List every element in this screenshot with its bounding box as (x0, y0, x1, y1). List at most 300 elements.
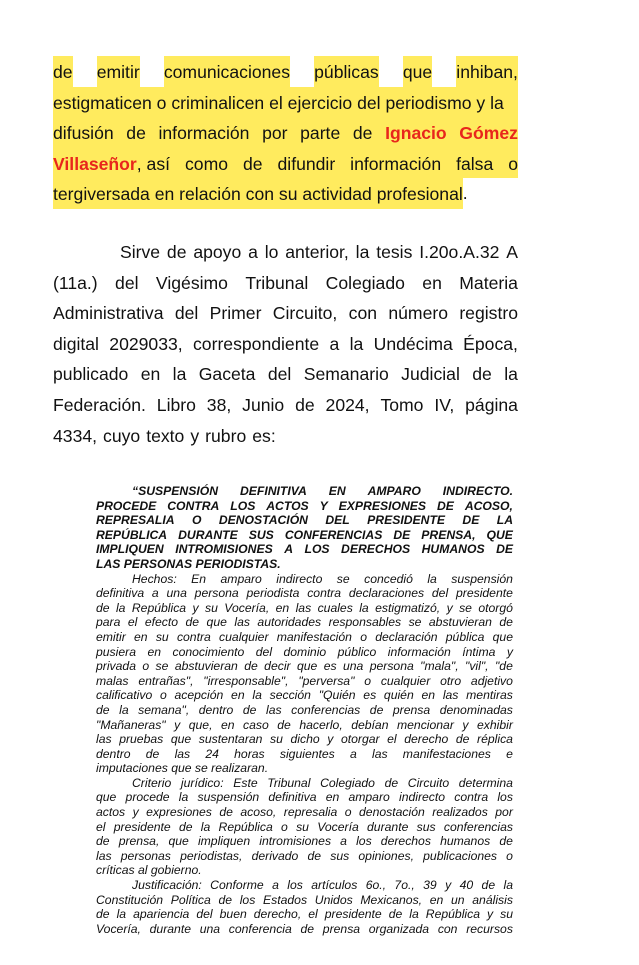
word: CONTRA (167, 498, 220, 513)
word: abstuvieran (428, 615, 492, 630)
word: Vocería, (96, 921, 141, 936)
word: denominadas (439, 702, 513, 717)
word: Justificación: (132, 878, 202, 893)
support-line (53, 298, 518, 329)
word: concedió (364, 571, 413, 586)
hechos-line (96, 761, 513, 776)
word: 40 (459, 878, 474, 893)
word: en (421, 688, 436, 703)
word: de (96, 907, 110, 922)
word: mencionar (396, 717, 454, 732)
word: pública (445, 629, 485, 644)
word: comunicaciones (164, 56, 290, 87)
word: debían (351, 717, 389, 732)
tesis-criterio (96, 776, 513, 878)
word: una (199, 921, 221, 936)
word: o (142, 659, 150, 674)
word: decir (264, 659, 291, 674)
word: a (340, 834, 347, 849)
word: 4334, (53, 425, 98, 446)
word: de (307, 848, 322, 863)
word: en (325, 790, 340, 805)
word: ACOSO, (464, 498, 513, 513)
word: parte (300, 123, 341, 144)
word: Undécima (373, 333, 453, 354)
word: DERECHOS (341, 542, 411, 557)
word: dicho (290, 732, 320, 747)
word: "perversa" (298, 673, 355, 688)
word: EXPRESIONES (338, 498, 427, 513)
word: y (506, 644, 513, 659)
hechos-line (96, 732, 513, 747)
word: periodista (246, 586, 300, 601)
highlighted-line-3 (53, 117, 518, 148)
word: conferencias (291, 702, 361, 717)
word: "vil", (465, 659, 489, 674)
word: la (427, 571, 437, 586)
word: en (220, 717, 235, 732)
word: conferencias (443, 819, 513, 834)
word: como (184, 153, 229, 174)
word: la (252, 688, 262, 703)
word: de (481, 878, 496, 893)
word: Administrativa (53, 303, 164, 324)
word: personas (120, 848, 171, 863)
word: falsa (456, 153, 494, 174)
word: CONFERENCIAS (284, 527, 383, 542)
highlighted-text (53, 148, 518, 179)
word: actos (96, 805, 126, 820)
word: “SUSPENSIÓN (132, 484, 219, 498)
word: la (355, 242, 370, 262)
word: su (270, 732, 283, 747)
word: la (504, 364, 518, 385)
word: Constitución (96, 892, 164, 907)
word: manifestaciones (402, 746, 491, 761)
word: Criterio (132, 775, 172, 790)
support-line (53, 268, 518, 299)
word: la (119, 702, 129, 717)
word: DE (462, 513, 480, 528)
word: su (155, 629, 169, 644)
highlighted-text: tergiversada en relación con su actividad profesional (53, 178, 463, 209)
word: cuales (317, 600, 353, 615)
word: Materia (459, 272, 518, 293)
word: jurídico: (180, 775, 224, 790)
word: definitiva (268, 790, 317, 805)
word: procede (125, 790, 170, 805)
word: intromisiones (259, 834, 332, 849)
word: publicado (53, 364, 129, 385)
word: una (166, 586, 187, 601)
word: y (190, 425, 200, 446)
word: Circuito (407, 775, 450, 790)
support-line (53, 329, 518, 360)
word: REPÚBLICA (96, 527, 168, 542)
word: DE (393, 527, 411, 542)
word: entrañas", (138, 673, 194, 688)
word: de (185, 615, 200, 630)
final-period: . (462, 183, 468, 204)
word: humanos (440, 834, 491, 849)
word: otro (440, 673, 462, 688)
word: tesis (376, 242, 413, 262)
support-line (53, 237, 518, 268)
word: y (327, 732, 334, 747)
word: Circuito, (272, 303, 338, 324)
word: derecho (404, 732, 449, 747)
criterio-line (96, 834, 513, 849)
word: información (387, 644, 451, 659)
criterio-line (96, 849, 513, 864)
word: las (442, 688, 459, 703)
hechos-line (96, 688, 513, 703)
highlighted-text (53, 117, 518, 148)
word: las (96, 732, 112, 747)
word: es (323, 659, 337, 674)
word: semana", (138, 702, 190, 717)
word: AMPARO (367, 484, 421, 498)
word: conferencia (228, 921, 292, 936)
word: de (96, 702, 110, 717)
word: sección (269, 688, 311, 703)
word: del (267, 364, 292, 385)
word: anterior, (285, 242, 349, 262)
word: malas (96, 673, 129, 688)
word: hacerlo, (299, 717, 343, 732)
word: cuyo (103, 425, 141, 446)
word: determina (458, 775, 513, 790)
word: de (352, 123, 373, 144)
word: amparo (348, 790, 390, 805)
word: derivado (251, 848, 299, 863)
word: presidente (113, 819, 171, 834)
word: apoyo (193, 242, 242, 262)
highlighted-line-4 (53, 148, 518, 179)
word: de (166, 242, 187, 262)
word: Política (170, 892, 211, 907)
word: Estados (263, 892, 308, 907)
word: público (337, 644, 377, 659)
word: SUS (248, 527, 274, 542)
support-line (53, 359, 518, 390)
word: o (281, 819, 288, 834)
word: recursos (466, 921, 513, 936)
word: sus (416, 819, 436, 834)
word: o (344, 805, 352, 820)
word: a (329, 333, 340, 354)
word: emitir (96, 629, 126, 644)
word: acepción (174, 688, 224, 703)
rubro-line (96, 513, 513, 528)
tesis-justificacion (96, 878, 513, 936)
word: las (295, 600, 312, 615)
word: contra (454, 790, 489, 805)
hechos-line (96, 586, 513, 601)
word: emitir (97, 56, 140, 87)
journalist-name-surname: Gómez (459, 123, 518, 144)
word: Junio (242, 394, 285, 415)
word: análisis (472, 892, 513, 907)
word: Sirve (120, 242, 161, 262)
word: que (168, 834, 189, 849)
word: o (364, 673, 371, 688)
word: y (445, 878, 452, 893)
word: En (191, 571, 207, 586)
word: LOS (304, 542, 330, 557)
word: el (308, 907, 318, 922)
word: los (239, 892, 256, 907)
word: en (429, 892, 444, 907)
word: página (465, 394, 518, 415)
justificacion-line (96, 893, 513, 908)
word: QUE (486, 527, 513, 542)
word: por (495, 805, 513, 820)
word: de (295, 394, 315, 415)
word: otorgó (478, 600, 513, 615)
word: acoso, (240, 805, 277, 820)
word: la (409, 907, 419, 922)
word: "irresponsable", (203, 673, 289, 688)
word: autoridades (257, 615, 322, 630)
word: República (218, 819, 273, 834)
word: con (437, 921, 458, 936)
word: que (403, 56, 432, 87)
rubro-line (96, 557, 513, 572)
word: publicaciones (423, 848, 497, 863)
word: la (178, 790, 189, 805)
justificacion-line (96, 907, 513, 922)
word: LAS PERSONAS PERIODISTAS. (96, 556, 281, 571)
word: el (96, 819, 106, 834)
word: 6o., (365, 878, 387, 893)
word: las (266, 702, 282, 717)
word: exhibir (476, 717, 513, 732)
word: de (300, 921, 315, 936)
word: privada (96, 659, 136, 674)
word: Federación. (53, 394, 146, 415)
word: Y (319, 498, 328, 513)
word: impliquen (197, 834, 251, 849)
rubro-line (96, 484, 513, 499)
word: en (140, 364, 161, 385)
word: República (425, 907, 480, 922)
word: de (96, 600, 110, 615)
support-line (53, 390, 518, 421)
highlighted-line-1 (53, 56, 518, 87)
word: sustentaran (198, 732, 263, 747)
word: declaraciones (348, 586, 425, 601)
journalist-name-first: Ignacio (385, 123, 447, 144)
word: lo (264, 242, 279, 262)
word: PRESIDENTE (367, 513, 446, 528)
word: de (126, 123, 146, 144)
word: efecto (144, 615, 179, 630)
word: cualquier (380, 673, 431, 688)
word: calificativo (96, 688, 153, 703)
word: las (174, 746, 191, 761)
word: de (218, 892, 233, 907)
hechos-line (96, 601, 513, 616)
word: la (503, 878, 513, 893)
word: o (159, 688, 167, 703)
word-group (53, 149, 170, 176)
word: Conforme (210, 878, 264, 893)
word: "Mañaneras" (96, 717, 166, 732)
word: DEL (325, 513, 350, 528)
word: suspensión (451, 571, 513, 586)
word: horas (234, 746, 265, 761)
highlighted-line-5 (53, 178, 518, 209)
criterio-line (96, 820, 513, 835)
word: DE (496, 542, 513, 557)
word: 2024, (325, 394, 370, 415)
word: prensa, (118, 834, 160, 849)
word: DE (436, 498, 454, 513)
word: República (131, 600, 187, 615)
word: artículos (311, 878, 358, 893)
word: de (242, 702, 257, 717)
word: definitiva (96, 586, 145, 601)
word: los (497, 790, 513, 805)
word: de (499, 834, 513, 849)
word: presidente (324, 907, 382, 922)
word: de (145, 746, 160, 761)
word: las (371, 746, 388, 761)
support-line (53, 421, 518, 452)
word: pusiera (96, 644, 136, 659)
word: del (255, 644, 273, 659)
word: e (506, 746, 513, 761)
word: de (369, 702, 384, 717)
word: se (408, 615, 422, 630)
hechos-line (96, 674, 513, 689)
word: presidente (455, 586, 513, 601)
word: adjetivo (470, 673, 513, 688)
word: las (96, 848, 112, 863)
word: ACTOS (266, 498, 309, 513)
word: con (348, 303, 378, 324)
word: LOS (230, 498, 256, 513)
word: Hechos: (132, 571, 177, 586)
word: o (360, 629, 367, 644)
rubro-line (96, 542, 513, 557)
word: (11a.) (53, 272, 98, 293)
word: de (277, 717, 291, 732)
word: A (284, 542, 294, 557)
word: caso (243, 717, 269, 732)
word: o (508, 153, 518, 174)
word: que (170, 732, 192, 747)
word: expresiones (146, 805, 212, 820)
word: durante (367, 819, 409, 834)
word: represalia (283, 805, 338, 820)
criterio-line (96, 776, 513, 791)
word: a (272, 878, 279, 893)
word: INDIRECTO. (442, 484, 513, 498)
word: 38, (206, 394, 232, 415)
word: siguientes (279, 746, 335, 761)
word: persona (369, 659, 414, 674)
criterio-line (96, 805, 513, 820)
word: la (200, 819, 211, 834)
word: que (206, 615, 227, 630)
word: su (296, 819, 309, 834)
word: que, (188, 717, 213, 732)
word: información (158, 123, 250, 144)
word: opiniones, (358, 848, 414, 863)
word: prensa (322, 921, 361, 936)
highlighted-paragraph (53, 56, 518, 209)
word: 39 (423, 878, 437, 893)
word: de (244, 659, 258, 674)
word: de (96, 834, 110, 849)
word: correspondiente (193, 333, 320, 354)
word: a (349, 746, 357, 761)
word: DEFINITIVA (239, 484, 307, 498)
word: periodistas, (180, 848, 243, 863)
hechos-line (96, 703, 513, 718)
word: un (451, 892, 465, 907)
word: manifestación (276, 629, 352, 644)
word: se (336, 571, 350, 586)
word: en (422, 272, 442, 293)
word: sus (330, 848, 350, 863)
word: en (275, 600, 290, 615)
word: del (196, 907, 213, 922)
justificacion-line (96, 922, 513, 937)
word: HUMANOS (421, 542, 485, 557)
word: la (172, 364, 187, 385)
word: organizada (368, 921, 430, 936)
word: INTROMISIONES (175, 542, 273, 557)
word: Tomo (380, 394, 424, 415)
word: cualquier (219, 629, 269, 644)
hechos-line (96, 645, 513, 660)
rubro-line (96, 528, 513, 543)
word: "Quién (318, 688, 356, 703)
word: su (500, 907, 513, 922)
word: a (151, 586, 159, 601)
journalist-name-last: Villaseñor (53, 153, 137, 174)
word: información (350, 153, 442, 174)
word: de (53, 56, 73, 87)
word: y (446, 600, 453, 615)
word: Libro (156, 394, 196, 415)
word: contra (176, 629, 211, 644)
word: Tribunal (267, 775, 311, 790)
word: indirecto (398, 790, 446, 805)
word: inhiban, (456, 56, 518, 87)
word: se (155, 659, 169, 674)
word: estigmatizó, (375, 600, 441, 615)
word: , así (136, 153, 171, 174)
word: la (349, 333, 364, 354)
word: rubro (205, 425, 247, 446)
word: a (248, 242, 258, 262)
word: del (174, 303, 199, 324)
word: Tribunal (245, 272, 309, 293)
word: 24 (205, 746, 219, 761)
word: que (296, 659, 318, 674)
tesis-hechos (96, 572, 513, 776)
highlighted-line-2 (53, 87, 518, 118)
word: es (363, 688, 377, 703)
word: la (115, 600, 126, 615)
word: Gaceta (198, 364, 256, 385)
word: la (116, 907, 127, 922)
word: abstuvieran (174, 659, 238, 674)
